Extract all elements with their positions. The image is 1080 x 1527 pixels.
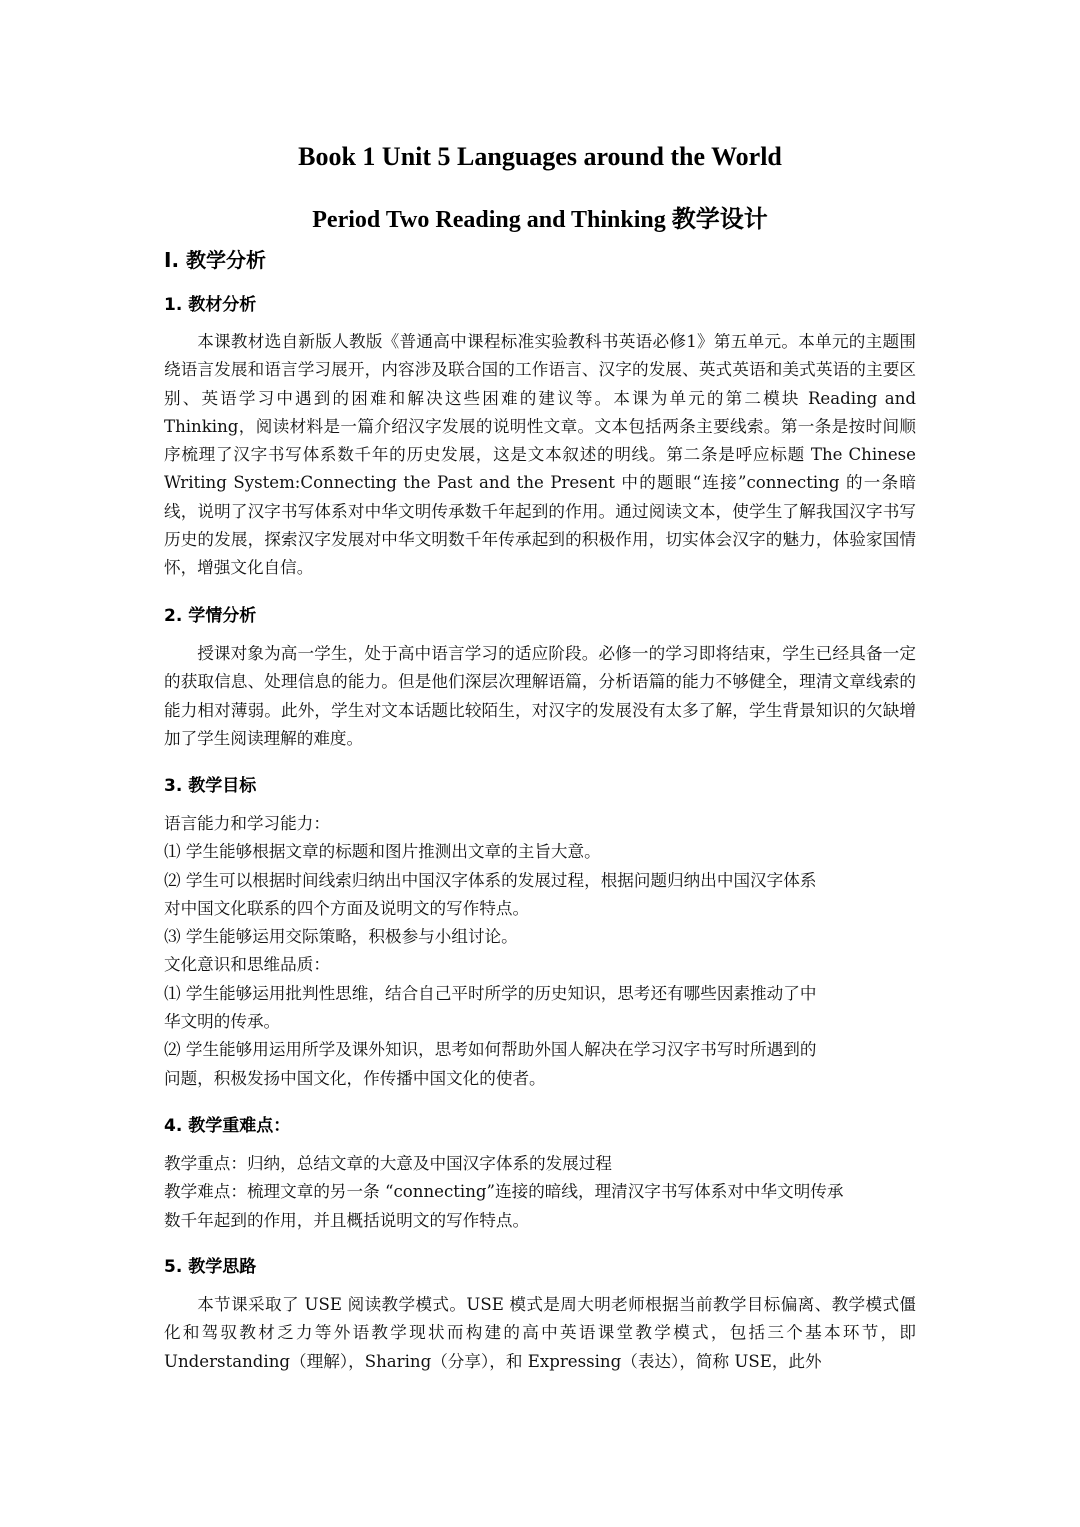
objective-line: ⑵ 学生能够用运用所学及课外知识，思考如何帮助外国人解决在学习汉字书写时所遇到的 — [164, 1040, 817, 1060]
objective-line: 问题，积极发扬中国文化，作传播中国文化的使者。 — [164, 1068, 546, 1088]
objective-line: ⑴ 学生能够运用批判性思维，结合自己平时所学的历史知识，思考还有哪些因素推动了中 — [164, 983, 817, 1003]
objective-line: ⑴ 学生能够根据文章的标题和图片推测出文章的主旨大意。 — [164, 842, 601, 862]
key-point-line: 教学难点：梳理文章的另一条 “connecting”连接的暗线，理清汉字书写体系对中华文明传承 — [164, 1182, 844, 1202]
objective-line: ⑶ 学生能够运用交际策略，积极参与小组讨论。 — [164, 927, 518, 947]
subsection-2-heading: 2. 学情分析 — [164, 606, 257, 626]
subsection-1-heading: 1. 教材分析 — [164, 295, 257, 315]
document-title: Book 1 Unit 5 Languages around the World — [298, 142, 782, 171]
objective-line: 对中国文化联系的四个方面及说明文的写作特点。 — [164, 898, 530, 918]
subsection-5-paragraph: 本节课采取了 USE 阅读教学模式。USE 模式是周大明老师根据当前教学目标偏离、教学模式僵化和驾驭教材乏力等外语教学现状而构建的高中英语课堂教学模式，包括三个基本环节，即 Understanding（理解），Sharing（分享），和 Expressing（表达），简称 USE，此外 — [164, 1295, 916, 1371]
subsection-5-heading: 5. 教学思路 — [164, 1257, 257, 1277]
subsection-4-heading: 4. 教学重难点： — [164, 1116, 291, 1136]
objective-line: ⑵ 学生可以根据时间线索归纳出中国汉字体系的发展过程，根据问题归纳出中国汉字体系 — [164, 870, 817, 890]
objectives-list — [164, 810, 916, 1093]
section-1-heading: I. 教学分析 — [164, 248, 267, 272]
subsection-2-paragraph: 授课对象为高一学生，处于高中语言学习的适应阶段。必修一的学习即将结束，学生已经具备一定的获取信息、处理信息的能力。但是他们深层次理解语篇，分析语篇的能力不够健全，理清文章线索的能力相对薄弱。此外，学生对文本话题比较陌生，对汉字的发展没有太多了解，学生背景知识的欠缺增加了学生阅读理解的难度。 — [164, 644, 916, 748]
key-points-list — [164, 1150, 916, 1235]
subsection-3-heading: 3. 教学目标 — [164, 776, 257, 796]
objective-line: 语言能力和学习能力： — [164, 814, 330, 833]
objective-line: 文化意识和思维品质： — [164, 955, 330, 975]
objective-line: 华文明的传承。 — [164, 1012, 281, 1032]
key-point-line: 数千年起到的作用，并且概括说明文的写作特点。 — [164, 1210, 530, 1230]
document-subtitle: Period Two Reading and Thinking 教学设计 — [312, 207, 768, 233]
subsection-1-paragraph: 本课教材选自新版人教版《普通高中课程标准实验教科书英语必修1》第五单元。本单元的主题围绕语言发展和语言学习展开，内容涉及联合国的工作语言、汉字的发展、英式英语和美式英语的主要区别、英语学习中遇到的困难和解决这些困难的建议等。本课为单元的第二模块 Reading and Thinking，阅读材料是一篇介绍汉字发展的说明性文章。文本包括两条主要线索。第一条是按时间顺序梳理了汉字书写体系数千年的历史发展，这是文本叙述的明线。第二条是呼应标题 The Chinese Writing System:Connecting the Past and the Present 中的题眼“连接”connecting 的一条暗线，说明了汉字书写体系对中华文明传承数千年起到的作用。通过阅读文本，使学生了解我国汉字书写历史的发展，探索汉字发展对中华文明数千年传承起到的积极作用，切实体会汉字的魅力，体验家国情怀，增强文化自信。 — [164, 332, 916, 578]
key-point-line: 教学重点：归纳，总结文章的大意及中国汉字体系的发展过程 — [164, 1154, 613, 1173]
